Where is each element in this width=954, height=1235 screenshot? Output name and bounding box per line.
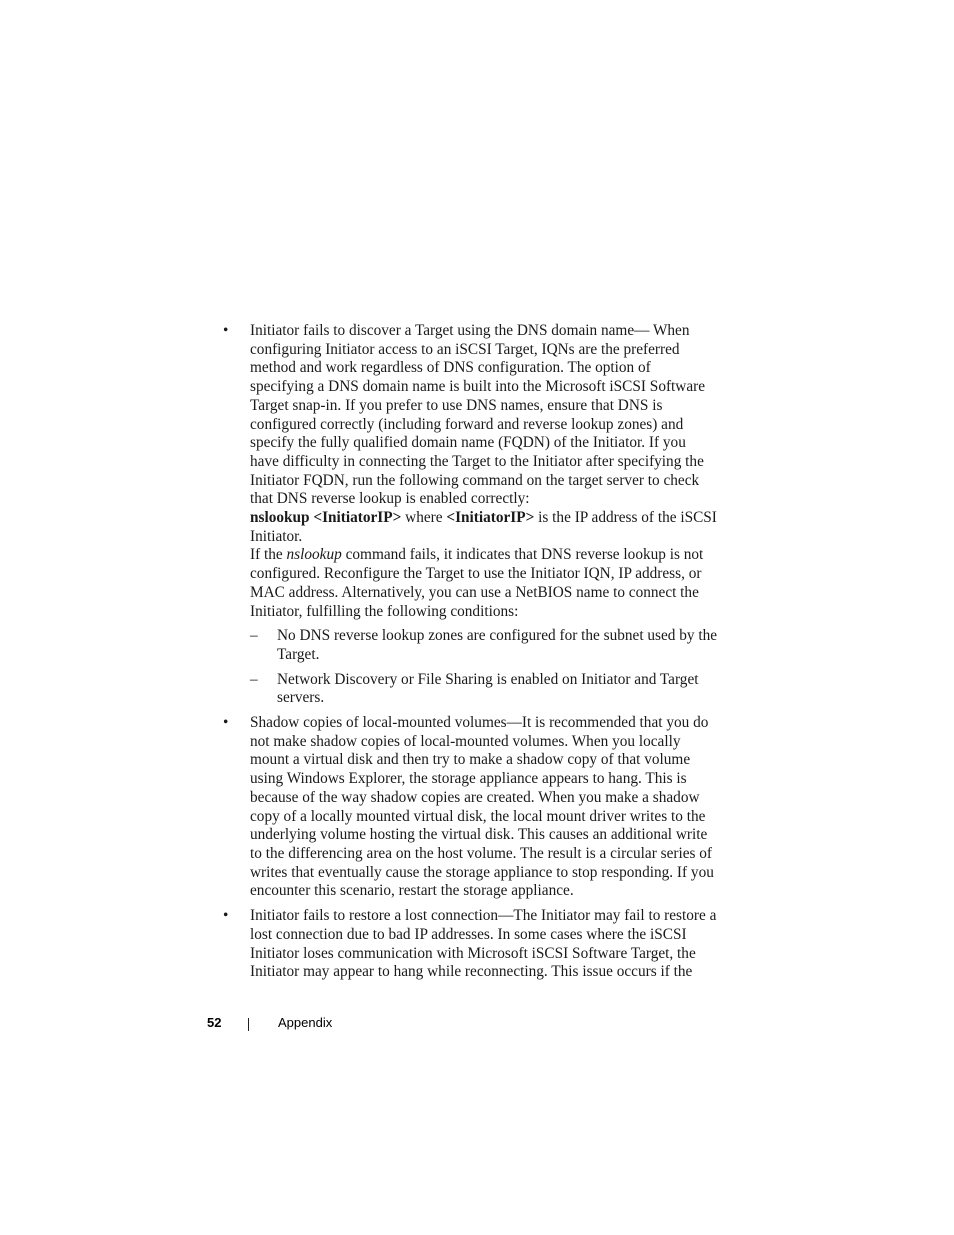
sub-item-reverse-lookup bbox=[250, 627, 718, 664]
bullet-marker: • bbox=[223, 907, 229, 925]
command-text: nslookup <InitiatorIP> bbox=[250, 509, 402, 527]
footer-divider bbox=[248, 1018, 249, 1031]
bullet-item-shadow-copies bbox=[222, 714, 718, 901]
command-arg: <InitiatorIP> bbox=[446, 509, 535, 527]
after-prefix: If the bbox=[250, 546, 287, 564]
sub-item-network-discovery bbox=[250, 671, 718, 708]
after-italic: nslookup bbox=[286, 546, 342, 564]
bullet-text: Shadow copies of local-mounted volumes—It is recommended that you do not make shadow copies of local-mounted volumes. When you locally mount a virtual disk and then try to make a shadow copy of that volume using Windows Explorer, the storage appliance appears to hang. This is because of the way shadow copies are created. When you make a shadow copy of a locally mounted virtual disk, the local mount driver writes to the underlying volume hosting the virtual disk. This causes an additional write to the differencing area on the host volume. The result is a circular series of writes that eventually cause the storage appliance to stop responding. If you encounter this scenario, restart the storage appliance. bbox=[250, 714, 714, 900]
dash-marker: – bbox=[250, 670, 258, 688]
command-line bbox=[250, 509, 718, 546]
section-name: Appendix bbox=[278, 1015, 333, 1030]
bullet-item-dns-discovery bbox=[222, 322, 718, 708]
bullet-text: Initiator fails to discover a Target using the DNS domain name— When configuring Initiator access to an iSCSI Target, IQNs are the preferred method and work regardless of DNS configuration. The option of specifying a DNS domain name is built into the Microsoft iSCSI Software Target snap-in. If you prefer to use DNS names, ensure that DNS is configured correctly (including forward and reverse lookup zones) and specify the fully qualified domain name (FQDN) of the Initiator. If you have difficulty in connecting the Target to the Initiator after specifying the Initiator FQDN, run the following command on the target server to check that DNS reverse lookup is enabled correctly: bbox=[250, 322, 706, 508]
sub-item-text: No DNS reverse lookup zones are configured for the subnet used by the Target. bbox=[277, 627, 718, 663]
after-rest: command fails, it indicates that DNS reverse lookup is not configured. Reconfigure the Target to use the Initiator IQN, IP address, or MAC address. Alternatively, you can use a NetBIOS name to connect the Initiator, fulfilling the following conditions: bbox=[250, 546, 704, 620]
bullet-marker: • bbox=[223, 714, 229, 732]
sub-item-text: Network Discovery or File Sharing is enabled on Initiator and Target servers. bbox=[277, 670, 699, 707]
bullet-text: Initiator fails to restore a lost connection—The Initiator may fail to restore a lost connection due to bad IP addresses. In some cases where the iSCSI Initiator loses communication with Microsoft iSCSI Software Target, the Initiator may appear to hang while reconnecting. This issue occurs if the bbox=[250, 907, 717, 981]
command-tail: is the IP address of the iSCSI Initiator. bbox=[250, 509, 717, 545]
page-body bbox=[222, 322, 718, 988]
nslookup-fail-paragraph bbox=[250, 546, 718, 621]
page-number: 52 bbox=[207, 1015, 222, 1030]
bullet-item-lost-connection bbox=[222, 907, 718, 982]
dash-marker: – bbox=[250, 627, 258, 645]
command-where: where bbox=[401, 509, 447, 527]
bullet-marker: • bbox=[223, 322, 229, 339]
